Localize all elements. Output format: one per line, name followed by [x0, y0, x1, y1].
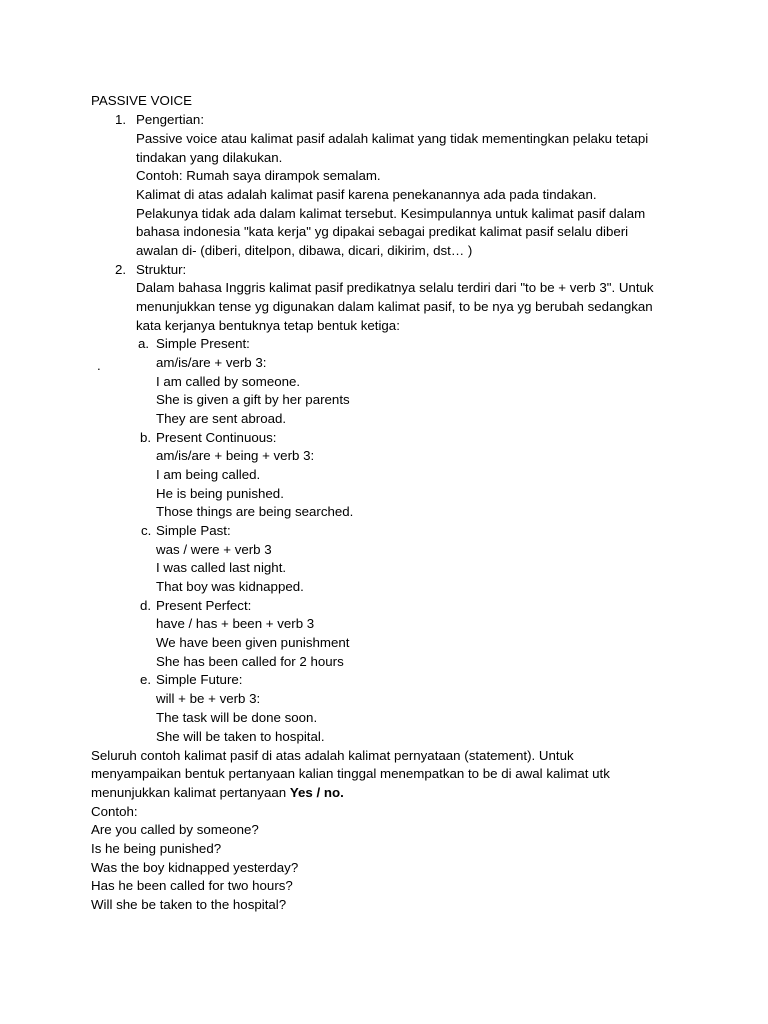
- subsection-b-heading: Present Continuous:: [156, 430, 277, 445]
- section-2-line: kata kerjanya bentuknya tetap bentuk ketiga:: [136, 318, 400, 333]
- subsection-b-marker: b.: [140, 430, 152, 445]
- section-1-marker: 1.: [115, 112, 127, 127]
- subsection-e-heading: Simple Future:: [156, 672, 243, 687]
- closing-line: menyampaikan bentuk pertanyaan kalian tinggal menempatkan to be di awal kalimat utk: [91, 766, 610, 781]
- subsection-e-line: will + be + verb 3:: [156, 691, 261, 706]
- section-1-line: Pelakunya tidak ada dalam kalimat tersebut. Kesimpulannya untuk kalimat pasif dalam: [136, 206, 646, 221]
- section-1-line: Contoh: Rumah saya dirampok semalam.: [136, 168, 381, 183]
- section-2-line: Dalam bahasa Inggris kalimat pasif predikatnya selalu terdiri dari "to be + verb 3". Untuk: [136, 280, 654, 295]
- stray-dot: .: [97, 358, 101, 373]
- section-2-marker: 2.: [115, 262, 127, 277]
- section-1-line: bahasa indonesia "kata kerja" yg dipakai sebagai predikat kalimat pasif selalu diberi: [136, 224, 629, 239]
- document-title: PASSIVE VOICE: [91, 93, 192, 108]
- subsection-a-line: She is given a gift by her parents: [156, 392, 350, 407]
- example-question: Has he been called for two hours?: [91, 878, 293, 893]
- subsection-e-marker: e.: [140, 672, 152, 687]
- subsection-b-line: He is being punished.: [156, 486, 284, 501]
- closing-line: Seluruh contoh kalimat pasif di atas adalah kalimat pernyataan (statement). Untuk: [91, 748, 574, 763]
- subsection-c-line: That boy was kidnapped.: [156, 579, 304, 594]
- subsection-b-line: am/is/are + being + verb 3:: [156, 448, 315, 463]
- example-question: Is he being punished?: [91, 841, 222, 856]
- closing-last-line: [91, 784, 344, 803]
- subsection-c-heading: Simple Past:: [156, 523, 231, 538]
- subsection-c-line: I was called last night.: [156, 560, 287, 575]
- subsection-a-marker: a.: [138, 336, 150, 351]
- section-1-heading: Pengertian:: [136, 112, 205, 127]
- section-1-line: awalan di- (diberi, ditelpon, dibawa, dicari, dikirim, dst… ): [136, 243, 473, 258]
- example-question: Are you called by someone?: [91, 822, 259, 837]
- closing-last-line-text: menunjukkan kalimat pertanyaan: [91, 785, 290, 800]
- section-1-line: tindakan yang dilakukan.: [136, 150, 283, 165]
- subsection-d-marker: d.: [140, 598, 152, 613]
- subsection-b-line: I am being called.: [156, 467, 261, 482]
- subsection-d-line: We have been given punishment: [156, 635, 350, 650]
- subsection-e-line: She will be taken to hospital.: [156, 729, 325, 744]
- section-2-line: menunjukkan tense yg digunakan dalam kalimat pasif, to be nya yg berubah sedangkan: [136, 299, 653, 314]
- example-question: Will she be taken to the hospital?: [91, 897, 287, 912]
- subsection-a-heading: Simple Present:: [156, 336, 250, 351]
- example-question: Was the boy kidnapped yesterday?: [91, 860, 299, 875]
- subsection-c-line: was / were + verb 3: [156, 542, 272, 557]
- subsection-a-line: am/is/are + verb 3:: [156, 355, 267, 370]
- subsection-c-marker: c.: [141, 523, 152, 538]
- subsection-d-heading: Present Perfect:: [156, 598, 252, 613]
- subsection-b-line: Those things are being searched.: [156, 504, 354, 519]
- section-1-line: Passive voice atau kalimat pasif adalah kalimat yang tidak mementingkan pelaku tetapi: [136, 131, 649, 146]
- subsection-d-line: have / has + been + verb 3: [156, 616, 315, 631]
- subsection-d-line: She has been called for 2 hours: [156, 654, 344, 669]
- example-label: Contoh:: [91, 804, 138, 819]
- subsection-a-line: They are sent abroad.: [156, 411, 287, 426]
- subsection-e-line: The task will be done soon.: [156, 710, 318, 725]
- section-1-line: Kalimat di atas adalah kalimat pasif karena penekanannya ada pada tindakan.: [136, 187, 597, 202]
- subsection-a-line: I am called by someone.: [156, 374, 301, 389]
- section-2-heading: Struktur:: [136, 262, 187, 277]
- closing-emphasis: Yes / no.: [289, 785, 344, 800]
